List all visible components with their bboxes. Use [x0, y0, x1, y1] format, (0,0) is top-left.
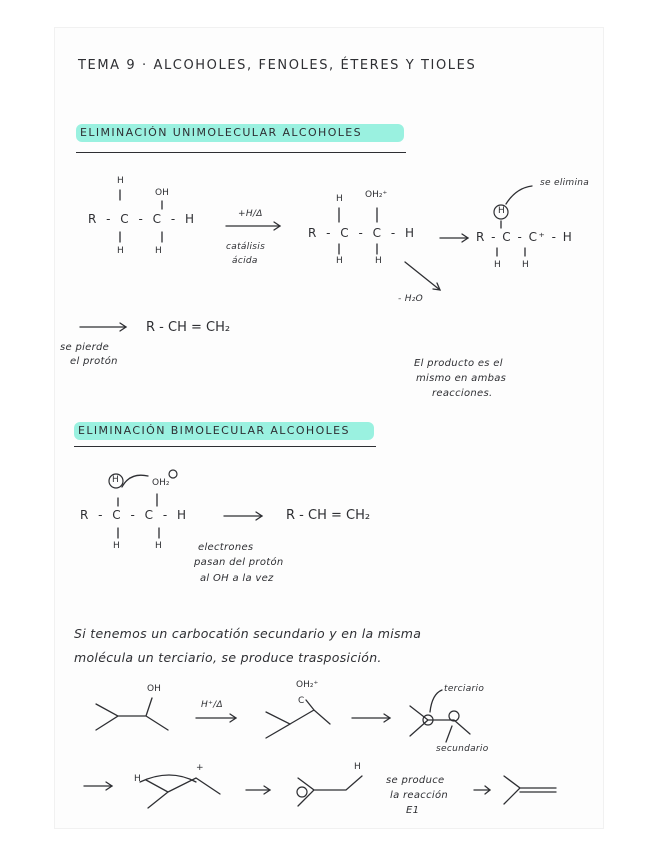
carbocation-bottom-h2: H — [522, 260, 529, 270]
e1-note-line2: la reacción — [390, 790, 449, 801]
electron-note-line2: pasan del protón — [194, 557, 284, 568]
product-h-label: H — [354, 762, 361, 772]
tertiary-pointer — [430, 690, 442, 712]
same-product-line3: reacciones. — [432, 388, 493, 399]
intermediate-chain: R - C - C - H — [308, 226, 417, 240]
reactant-bottom-h1: H — [117, 246, 124, 256]
condition-heat: +H/Δ — [238, 209, 263, 219]
cation-plus: + — [196, 763, 204, 773]
electron-note-line3: al OH a la vez — [200, 573, 274, 584]
skeletal-oh2: OH₂⁺ — [296, 680, 319, 690]
page-title: TEMA 9 · ALCOHOLES, FENOLES, ÉTERES Y TIOLES — [78, 58, 477, 73]
skeletal-alcohol — [96, 698, 168, 730]
section1-heading: ELIMINACIÓN UNIMOLECULAR ALCOHOLES — [80, 126, 363, 139]
reactant-top-h: H — [117, 176, 124, 186]
skeletal-c-label: C — [298, 696, 305, 706]
e1-product: R - CH = CH₂ — [146, 320, 231, 335]
tertiary-cation-circle — [297, 787, 307, 797]
skeletal-alkene-product — [504, 776, 556, 804]
rearrangement-statement-line2: molécula un terciario, se produce trasposición. — [74, 650, 382, 665]
skeletal-hydride-shift — [146, 778, 220, 808]
e2-product: R - CH = CH₂ — [286, 508, 371, 523]
eliminated-note: se elimina — [540, 178, 590, 188]
skeletal-oxonium — [266, 700, 330, 738]
water-loss-label: - H₂O — [398, 294, 424, 304]
electron-arrow — [122, 475, 148, 487]
secondary-label: secundario — [436, 744, 489, 754]
e2-bottom-h2: H — [155, 541, 162, 551]
electron-note-line1: electrones — [198, 542, 254, 553]
elimination-arrow — [506, 186, 532, 204]
circled-proton — [494, 205, 508, 219]
same-product-line1: El producto es el — [414, 358, 503, 369]
condition-acid: ácida — [232, 256, 258, 266]
condition-catalysis: catálisis — [226, 242, 266, 252]
skeletal-condition: H⁺/Δ — [201, 700, 223, 710]
secondary-pointer — [446, 726, 452, 742]
reactant-top-oh: OH — [155, 188, 169, 198]
hydride-h-label: H — [134, 774, 141, 784]
skeletal-carbocation — [410, 706, 470, 736]
proton-note-line2: el protón — [70, 356, 118, 367]
reactant-bottom-h2: H — [155, 246, 162, 256]
water-loss-arrow — [405, 262, 440, 290]
intermediate-bottom-h2: H — [375, 256, 382, 266]
carbocation-circled-h: H — [498, 206, 505, 216]
e2-oh2: OH₂ — [152, 478, 170, 488]
e1-note-line3: E1 — [406, 805, 420, 816]
intermediate-bottom-h1: H — [336, 256, 343, 266]
e1-note-line1: se produce — [386, 775, 445, 786]
skeletal-oh: OH — [147, 684, 161, 694]
proton-note-line1: se pierde — [60, 342, 110, 353]
carbocation-chain: R - C - C⁺ - H — [476, 230, 574, 244]
positive-charge — [169, 470, 177, 478]
rearrangement-statement-line1: Si tenemos un carbocatión secundario y en la misma — [74, 626, 422, 641]
circled-proton — [109, 474, 123, 488]
intermediate-oh2: OH₂⁺ — [365, 190, 388, 200]
e2-bottom-h1: H — [113, 541, 120, 551]
tertiary-label: terciario — [444, 684, 485, 694]
same-product-line2: mismo en ambas — [416, 373, 507, 384]
section2-heading: ELIMINACIÓN BIMOLECULAR ALCOHOLES — [78, 424, 350, 437]
e2-circled-h: H — [112, 475, 119, 485]
intermediate-top-h: H — [336, 194, 343, 204]
reactant-chain: R - C - C - H — [88, 212, 197, 226]
carbocation-bottom-h1: H — [494, 260, 501, 270]
skeletal-tertiary-cation — [298, 776, 362, 806]
e2-chain: R - C - C - H — [80, 508, 189, 522]
